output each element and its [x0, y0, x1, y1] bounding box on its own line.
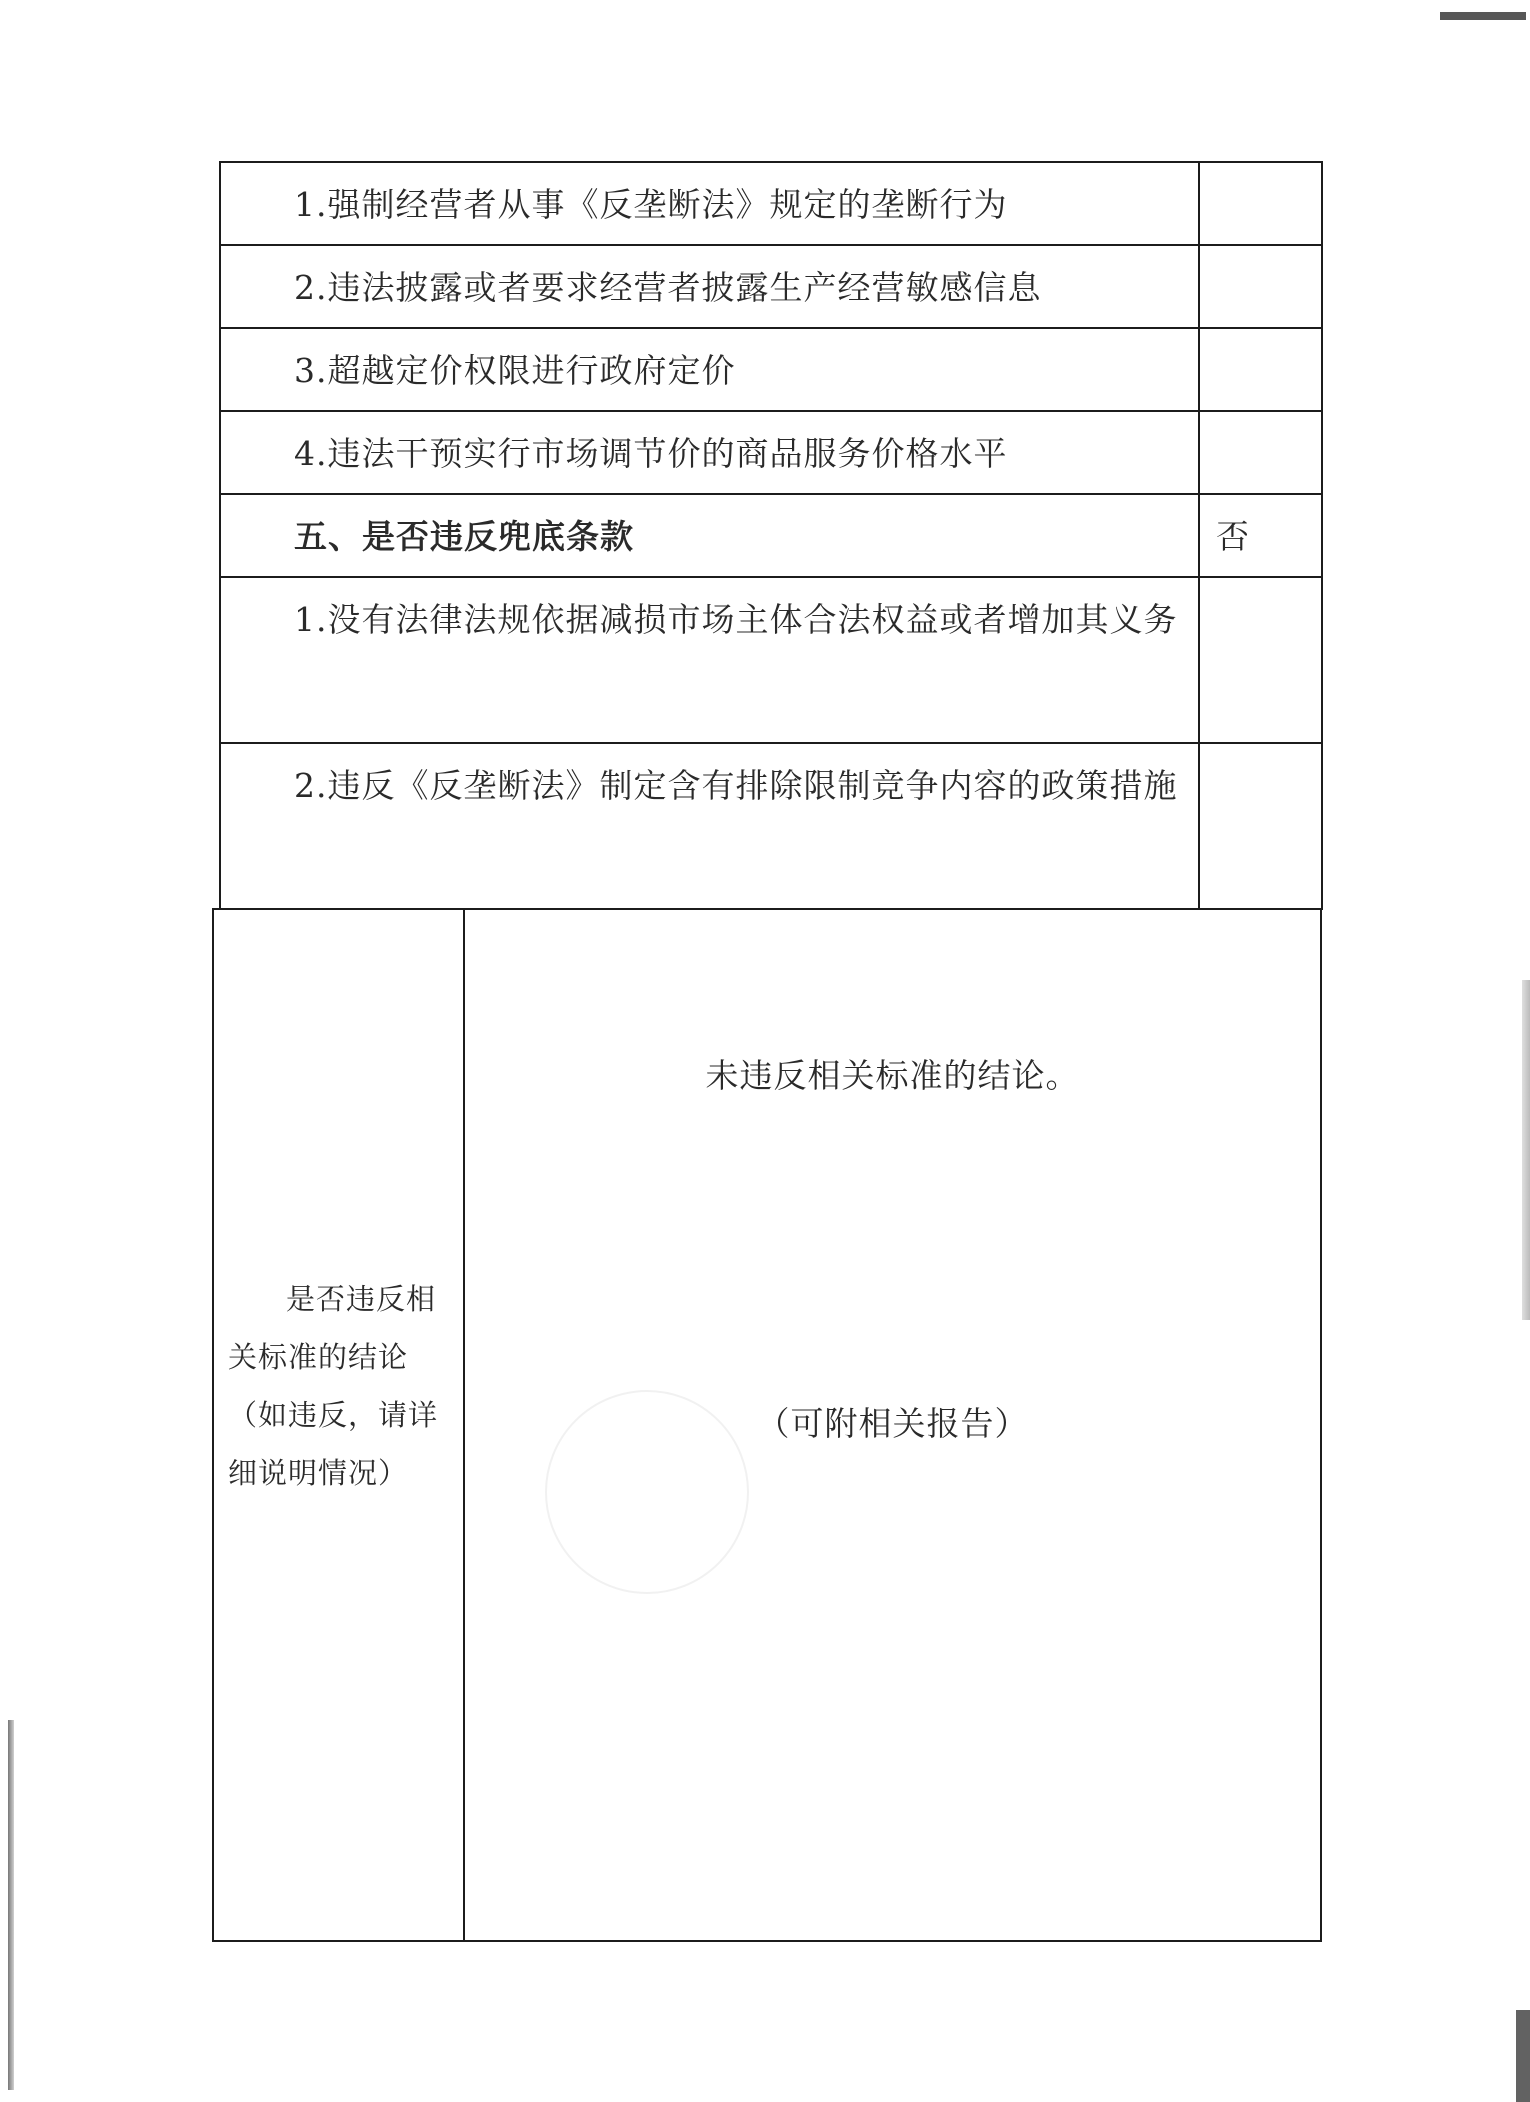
- row-mark-cell: [1198, 412, 1323, 493]
- row-mark-cell: [1198, 246, 1323, 327]
- row-text: 3.超越定价权限进行政府定价: [294, 351, 736, 390]
- conclusion-content-cell: [465, 910, 1320, 1940]
- table-row: [219, 161, 1323, 246]
- conclusion-label-cell: [214, 910, 465, 1940]
- scan-bottom-right-mark: [1516, 2010, 1530, 2102]
- table-row: [219, 495, 1323, 578]
- table-row: [219, 412, 1323, 495]
- row-text: 2.违反《反垄断法》制定含有排除限制竞争内容的政策措施: [294, 766, 1178, 805]
- row-mark-cell: [1198, 163, 1323, 244]
- scan-right-edge: [1522, 980, 1530, 1320]
- conclusion-text: 未违反相关标准的结论。: [705, 1056, 1080, 1095]
- conclusion-label: 是否违反相关标准的结论（如违反，请详细说明情况）: [228, 1282, 439, 1490]
- row-mark-cell: [1198, 329, 1323, 410]
- table-row: [219, 578, 1323, 744]
- report-note: （可附相关报告）: [756, 1404, 1029, 1443]
- row-mark-cell: [1198, 744, 1323, 908]
- row-mark-cell: [1198, 578, 1323, 742]
- row-text: 1.强制经营者从事《反垄断法》规定的垄断行为: [294, 185, 1008, 224]
- table-row: [219, 744, 1323, 910]
- row-text: 1.没有法律法规依据减损市场主体合法权益或者增加其义务: [294, 600, 1178, 639]
- row-mark-cell: 否: [1198, 495, 1323, 576]
- conclusion-block: [212, 908, 1322, 1942]
- scan-top-mark: [1440, 12, 1526, 20]
- table-row: [219, 246, 1323, 329]
- row-text: 4.违法干预实行市场调节价的商品服务价格水平: [294, 434, 1008, 473]
- row-text: 2.违法披露或者要求经营者披露生产经营敏感信息: [294, 268, 1042, 307]
- scan-left-edge: [8, 1720, 14, 2090]
- table-row: [219, 329, 1323, 412]
- section-heading: 五、是否违反兜底条款: [294, 517, 634, 556]
